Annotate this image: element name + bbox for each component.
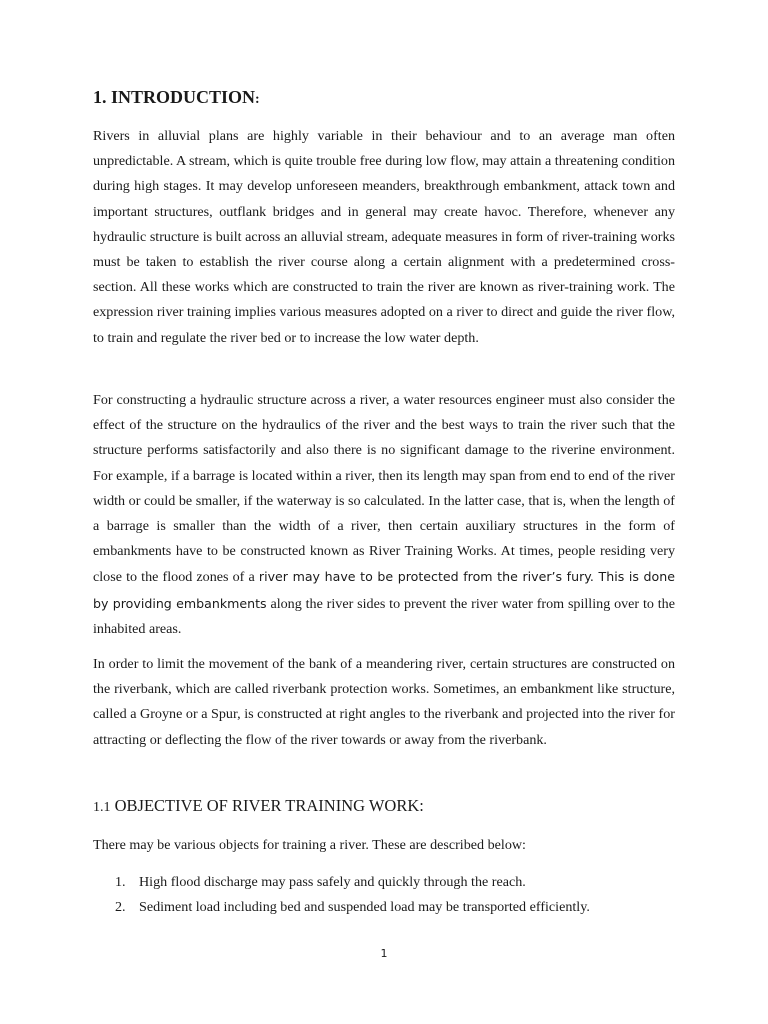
list-item-text: High flood discharge may pass safely and quickly through the reach. [139,874,526,890]
section-heading-colon: : [255,92,260,107]
section-heading-text: 1. INTRODUCTION [93,87,256,107]
list-item-marker: 1. [115,874,126,890]
subsection-title: OBJECTIVE OF RIVER TRAINING WORK: [114,796,424,815]
page-number: 1 [380,947,388,960]
list-item [93,895,590,920]
objectives-intro: There may be various objects for training a river. These are described below: [93,837,526,853]
document-page [93,0,675,1024]
list-item-marker: 2. [115,899,126,915]
paragraph-hydraulic-structure-part2: river may have to be protected from the river’s fury. This is done by providing embankments [93,569,675,611]
paragraph-intro: Rivers in alluvial plans are highly variable in their behaviour and to an average man often unpredictable. A stream, which is quite trouble free during low flow, may attain a threatening condition during high stages. It may develop unforeseen meanders, breakthrough embankment, attack town and important structures, outflank bridges and in general may create havoc. Therefore, whenever any hydraulic structure is built across an alluvial stream, adequate measures in form of river-training works must be taken to establish the river course along a certain alignment with a predetermined cross-section. All these works which are constructed to train the river are known as river-training work. The expression river training implies various measures adopted on a river to direct and guide the river flow, to train and regulate the river bed or to increase the low water depth. [93,128,675,346]
objectives-list [93,870,590,920]
subsection-heading [93,794,424,820]
paragraph-hydraulic-structure-part1: For constructing a hydraulic structure across a river, a water resources engineer must also consider the effect of the structure on the hydraulics of the river and the best ways to train the river such that the structure performs satisfactorily and also there is no significant damage to the riverine environment. For example, if a barrage is located within a river, then its length may span from end to end of the river width or could be smaller, if the waterway is so calculated. In the latter case, that is, when the length of a barrage is smaller than the width of a river, then certain auxiliary structures in the form of embankments have to be constructed known as River Training Works. At times, people residing very close to the flood zones of a [93,392,675,586]
section-heading [93,85,260,112]
subsection-number: 1.1 [93,800,111,815]
paragraph-hydraulic-structure [93,388,675,642]
list-item [93,870,590,895]
paragraph-hydraulic-structure-part3: along the river sides to prevent the river water from spilling over to the inhabited areas. [93,595,675,637]
list-item-text: Sediment load including bed and suspended load may be transported efficiently. [139,899,590,915]
paragraph-riverbank-protection: In order to limit the movement of the bank of a meandering river, certain structures are constructed on the riverbank, which are called riverbank protection works. Sometimes, an embankment like structure, called a Groyne or a Spur, is constructed at right angles to the riverbank and projected into the river for attracting or deflecting the flow of the river towards or away from the riverbank. [93,656,675,748]
